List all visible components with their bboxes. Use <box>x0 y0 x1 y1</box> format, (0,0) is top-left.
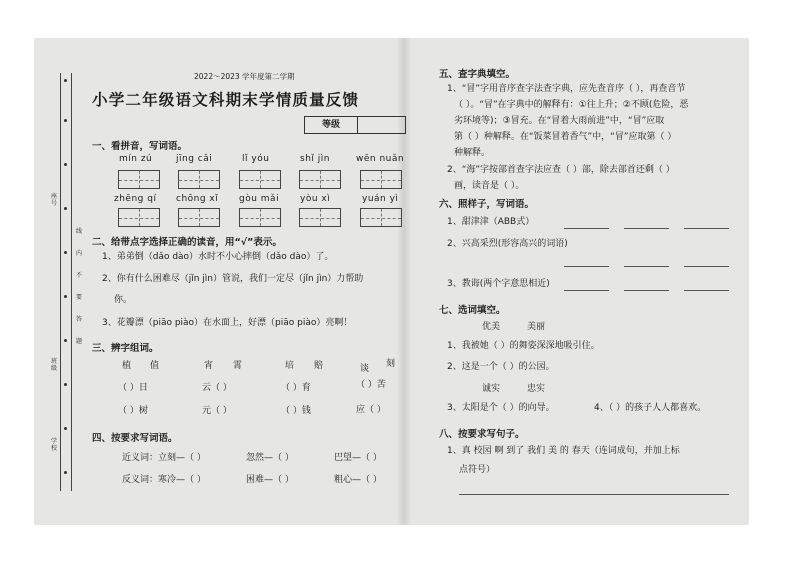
answer-line[interactable] <box>564 266 609 267</box>
tian-grid[interactable] <box>118 208 160 227</box>
blank-word[interactable]: 云（ ） <box>202 383 232 393</box>
question-text: 3、花瓣漂（piāo piào）在水面上，好漂（piāo piào）亮啊！ <box>102 318 353 328</box>
question-text: 画，读音是（ ）。 <box>454 181 525 191</box>
pinyin: wēn nuǎn <box>356 154 405 164</box>
section-8-heading: 八、按要求写句子。 <box>439 429 525 440</box>
question-text: 3、教诲(两个字意思相近) <box>447 279 550 289</box>
binding-dot <box>64 471 67 474</box>
binding-dot <box>64 251 67 254</box>
tian-grid[interactable] <box>360 208 402 227</box>
question-text: 1、弟弟倒（dǎo dào）水时不小心摔倒（dǎo dào）了。 <box>102 252 334 262</box>
tian-grid[interactable] <box>360 170 402 189</box>
question-text: 1、真 校园 啊 到了 我们 美 的 春天（连词成句，并加上标 <box>447 446 680 456</box>
char: 植 <box>122 361 132 371</box>
pinyin: shǐ jìn <box>300 154 330 164</box>
section-4-heading: 四、按要求写词语。 <box>92 433 178 444</box>
answer-line[interactable] <box>684 290 729 291</box>
blank-word[interactable]: 应（ ） <box>356 405 386 415</box>
question-text: 1、我被她（ ）的舞姿深深地吸引住。 <box>447 341 600 351</box>
pinyin: jīng cǎi <box>176 154 213 164</box>
binding-dot <box>64 79 67 82</box>
blank-word[interactable]: 元（ ） <box>202 406 232 416</box>
char: 宵 <box>204 361 214 371</box>
pinyin: yuán yì <box>362 194 399 204</box>
blank-word[interactable]: 立刻—（ ） <box>158 453 206 463</box>
binding-label-class: 班级 <box>50 358 57 372</box>
tian-grid[interactable] <box>178 170 220 189</box>
question-text: 2、“海”字按部首查字法应查（ ）部，除去部首还剩（ ） <box>447 165 675 175</box>
binding-label: 要 <box>75 294 82 301</box>
question-text: 你。 <box>114 295 133 305</box>
word-option: 诚实 <box>482 384 501 394</box>
binding-dot <box>64 119 67 122</box>
blank-word[interactable]: 巴望—（ ） <box>334 453 382 463</box>
binding-label-school: 学校 <box>50 438 57 452</box>
answer-line[interactable] <box>564 228 609 229</box>
exam-term: 2022～2023 学年度第二学期 <box>194 72 295 81</box>
question-text: 3、太阳是个（ ）的向导。 <box>447 403 555 413</box>
question-text: 2、兴高采烈(形容高兴的词语) <box>447 239 568 249</box>
antonym-label: 反义词： <box>122 475 159 485</box>
section-3-heading: 三、辨字组词。 <box>92 343 159 354</box>
blank-word[interactable]: （ ）树 <box>118 406 148 416</box>
blank-word[interactable]: 忽然—（ ） <box>246 453 294 463</box>
binding-dot <box>64 427 67 430</box>
section-5-heading: 五、查字典填空。 <box>439 69 516 80</box>
tian-grid[interactable] <box>239 170 281 189</box>
blank-word[interactable]: （ ）育 <box>281 383 311 393</box>
question-text: 第（ ）种解释。在“饭菜冒着香气”中，“冒”应取第（ ） <box>454 132 677 142</box>
question-text: 2、你有什么困难尽（jǐn jìn）管说，我们一定尽（jǐn jìn）力帮助 <box>102 274 364 284</box>
binding-dot <box>64 339 67 342</box>
blank-word[interactable]: 粗心—（ ） <box>334 475 382 485</box>
section-6-heading: 六、照样子，写词语。 <box>439 199 535 210</box>
section-2-heading: 二、给带点字选择正确的读音，用“√”表示。 <box>92 237 282 248</box>
page-fold <box>397 38 411 525</box>
word-option: 美丽 <box>527 322 546 332</box>
tian-grid[interactable] <box>299 208 341 227</box>
exam-paper <box>34 38 749 525</box>
question-text: 劣环境等)；③冒充。在“冒着大雨前进”中，“冒”应取 <box>454 116 665 126</box>
binding-label: 内 <box>75 250 82 257</box>
blank-word[interactable]: （ ）钱 <box>281 406 311 416</box>
question-text: （ ）。“冒”在字典中的解释有：①往上升；②不顾(危险，恶 <box>454 100 689 110</box>
char: 刻 <box>386 359 396 369</box>
binding-dot <box>64 163 67 166</box>
question-text: 1、甜津津（ABB式） <box>447 217 535 227</box>
tian-grid[interactable] <box>118 170 160 189</box>
tian-grid[interactable] <box>239 208 281 227</box>
answer-line[interactable] <box>624 290 669 291</box>
question-text: 点符号） <box>459 465 496 475</box>
synonym-label: 近义词： <box>122 453 159 463</box>
binding-strip <box>60 73 72 491</box>
exam-title: 小学二年级语文科期末学情质量反馈 <box>92 91 360 109</box>
binding-label: 不 <box>75 272 82 279</box>
pinyin: lǐ yóu <box>242 154 270 164</box>
binding-dot <box>64 383 67 386</box>
binding-label: 题 <box>75 338 82 345</box>
word-option: 优美 <box>482 322 501 332</box>
binding-label-seat: 座号 <box>50 193 57 207</box>
binding-dot <box>64 207 67 210</box>
blank-word[interactable]: 困难—（ ） <box>246 475 294 485</box>
section-1-heading: 一、看拼音，写词语。 <box>92 141 188 152</box>
question-text: 1、“冒”字用音序查字法查字典，应先查音序（ ），再查音节 <box>447 84 686 94</box>
char: 培 <box>285 361 295 371</box>
answer-line[interactable] <box>684 266 729 267</box>
tian-grid[interactable] <box>178 208 220 227</box>
binding-label: 答 <box>75 316 82 323</box>
binding-dot <box>64 295 67 298</box>
question-text: 种解释。 <box>454 148 491 158</box>
pinyin: yòu xì <box>300 194 331 204</box>
char: 赔 <box>314 361 324 371</box>
blank-word[interactable]: （ ）苦 <box>356 380 386 390</box>
pinyin: chōng xǐ <box>176 194 219 204</box>
pinyin: zhēng qí <box>114 194 157 204</box>
answer-line[interactable] <box>564 290 609 291</box>
char: 值 <box>150 361 160 371</box>
blank-word[interactable]: （ ）日 <box>118 383 148 393</box>
section-7-heading: 七、选词填空。 <box>439 305 506 316</box>
binding-label: 线 <box>75 228 82 235</box>
pinyin: mín zú <box>119 154 153 164</box>
answer-line[interactable] <box>459 494 729 495</box>
question-text: 2、这是一个（ ）的公园。 <box>447 362 555 372</box>
answer-line[interactable] <box>684 228 729 229</box>
tian-grid[interactable] <box>299 170 341 189</box>
blank-word[interactable]: 寒冷—（ ） <box>158 475 206 485</box>
word-option: 忠实 <box>527 384 546 394</box>
grade-box <box>304 116 406 134</box>
grade-label: 等级 <box>305 117 358 133</box>
question-text: 4、（ ）的孩子人人都喜欢。 <box>594 403 707 413</box>
pinyin: gòu mǎi <box>239 194 280 204</box>
char: 谈 <box>360 364 370 374</box>
char: 霄 <box>233 361 243 371</box>
answer-line[interactable] <box>624 266 669 267</box>
answer-line[interactable] <box>624 228 669 229</box>
